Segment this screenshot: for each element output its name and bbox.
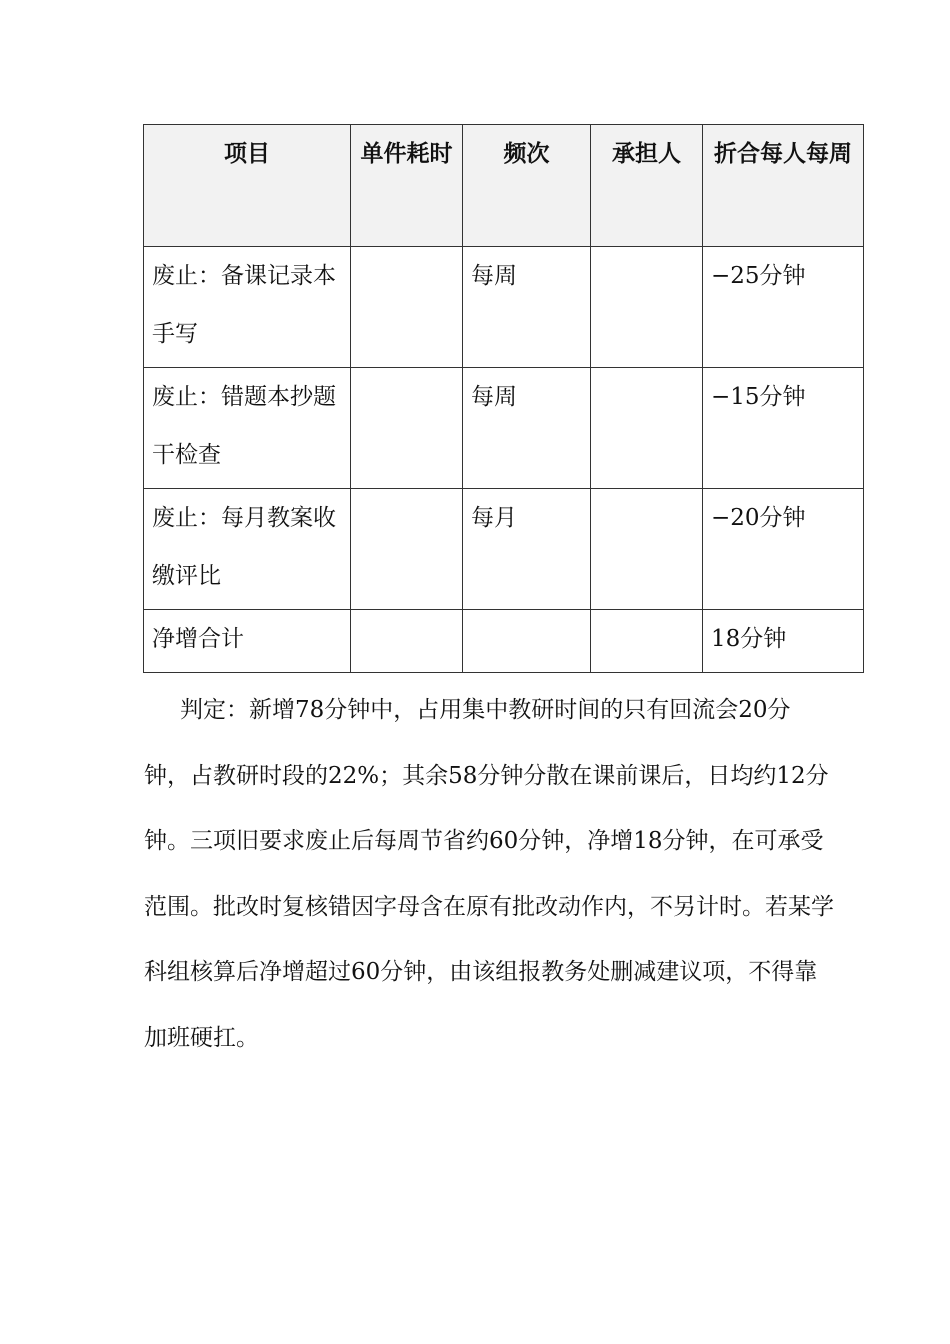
table-cell: 每周 <box>463 368 591 489</box>
table-cell <box>591 247 703 368</box>
header-owner: 承担人 <box>591 125 703 247</box>
table-cell: 废止：错题本抄题干检查 <box>144 368 351 489</box>
table-cell: 废止：备课记录本手写 <box>144 247 351 368</box>
table-cell <box>351 489 463 610</box>
table-cell <box>591 489 703 610</box>
table-row <box>144 489 864 610</box>
table-cell: 净增合计 <box>144 610 351 673</box>
table-row <box>144 247 864 368</box>
table-cell <box>463 610 591 673</box>
table-cell: −15分钟 <box>703 368 864 489</box>
table-cell <box>351 610 463 673</box>
table-cell: 每月 <box>463 489 591 610</box>
table-cell: 废止：每月教案收缴评比 <box>144 489 351 610</box>
table-cell <box>591 368 703 489</box>
table-cell: −25分钟 <box>703 247 864 368</box>
table-cell <box>591 610 703 673</box>
table-row <box>144 368 864 489</box>
table-cell <box>351 247 463 368</box>
table-header-row <box>144 125 864 247</box>
table-cell: 18分钟 <box>703 610 864 673</box>
header-per-person-weekly: 折合每人每周 <box>703 125 864 247</box>
table-cell <box>351 368 463 489</box>
judgement-paragraph: 判定：新增78分钟中，占用集中教研时间的只有回流会20分钟，占教研时段的22%；其余58分钟分散在课前课后，日均约12分钟。三项旧要求废止后每周节省约60分钟，净增18分钟，在可承受范围。批改时复核错因字母含在原有批改动作内，不另计时。若某学科组核算后净增超过60分钟，由该组报教务处删减建议项，不得靠加班硬扛。 <box>144 697 834 1051</box>
table-total-row <box>144 610 864 673</box>
header-frequency: 频次 <box>463 125 591 247</box>
workload-table <box>143 124 864 673</box>
header-unit-time: 单件耗时 <box>351 125 463 247</box>
table-cell: 每周 <box>463 247 591 368</box>
table-cell: −20分钟 <box>703 489 864 610</box>
header-item: 项目 <box>144 125 351 247</box>
